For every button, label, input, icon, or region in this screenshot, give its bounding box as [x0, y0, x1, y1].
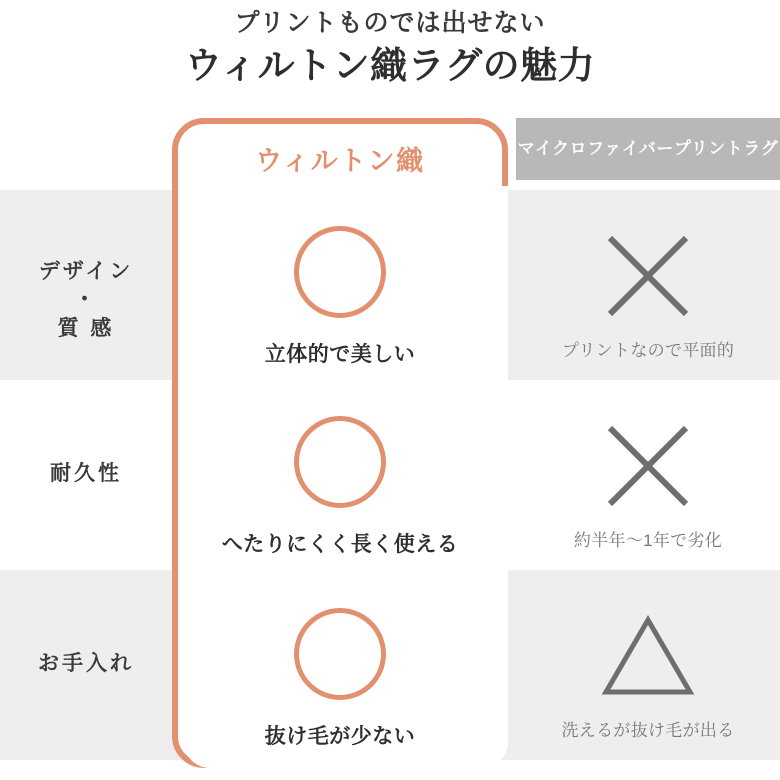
column-header-wilton: ウィルトン織 — [255, 145, 425, 176]
row-label-design-line2: ・ — [74, 288, 98, 312]
circle-icon — [294, 608, 386, 700]
cell-wilton-design — [178, 226, 502, 368]
cell-wilton-durability-caption: へたりにくく長く使える — [221, 533, 459, 556]
cell-microfiber-maintenance-caption: 洗えるが抜け毛が出る — [561, 721, 735, 740]
row-label-durability: 耐久性 — [50, 462, 122, 485]
column-header-microfiber-line1: マイクロファイバー — [517, 138, 674, 158]
comparison-table — [0, 118, 780, 780]
circle-icon — [294, 226, 386, 318]
row-label-design-line1: デザイン — [38, 260, 134, 283]
cross-icon — [516, 230, 780, 322]
cell-wilton-durability — [178, 416, 502, 558]
cell-microfiber-durability-caption: 約半年〜1年で劣化 — [573, 531, 723, 550]
cell-microfiber-design — [516, 230, 780, 361]
circle-icon — [294, 416, 386, 508]
title-subtitle: プリントものでは出せない — [234, 9, 546, 37]
cross-icon — [516, 420, 780, 512]
cell-microfiber-maintenance — [516, 610, 780, 741]
row-label-maintenance: お手入れ — [38, 652, 134, 675]
cell-wilton-maintenance — [178, 608, 502, 750]
row-label-design — [0, 258, 172, 343]
column-header-microfiber — [516, 118, 780, 180]
page-title: ウィルトン織ラグの魅力 — [184, 45, 596, 87]
cell-wilton-maintenance-caption: 抜け毛が少ない — [264, 725, 416, 748]
triangle-icon — [516, 610, 780, 702]
cell-microfiber-design-caption: プリントなので平面的 — [561, 341, 735, 360]
cell-wilton-design-caption: 立体的で美しい — [264, 343, 416, 366]
cell-microfiber-durability — [516, 420, 780, 551]
column-header-microfiber-line2: プリントラグ — [673, 138, 779, 158]
row-label-design-line3: 質 感 — [57, 316, 115, 340]
title-block — [0, 8, 780, 90]
